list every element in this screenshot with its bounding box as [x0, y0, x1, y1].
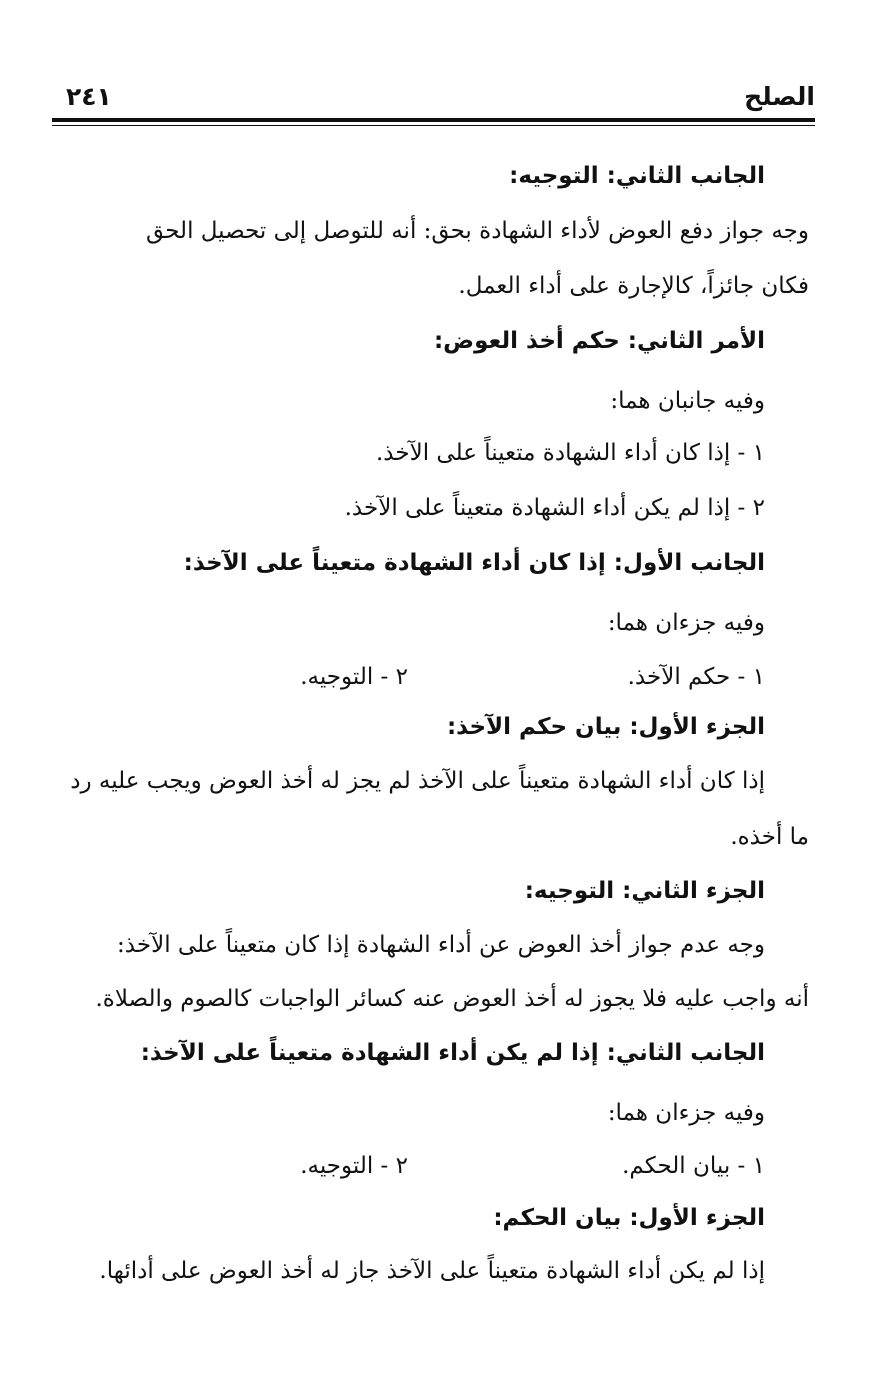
- paragraph-line: وجه جواز دفع العوض لأداء الشهادة بحق: أنه للتوصل إلى تحصيل الحق: [146, 218, 809, 244]
- section-heading: الأمر الثاني: حكم أخذ العوض:: [433, 328, 765, 354]
- page-number: ٢٤١: [66, 82, 112, 111]
- paragraph-line: إذا كان أداء الشهادة متعيناً على الآخذ لم يجز له أخذ العوض ويجب عليه رد: [70, 768, 765, 794]
- paragraph-line: إذا لم يكن أداء الشهادة متعيناً على الآخذ جاز له أخذ العوض على أدائها.: [99, 1258, 765, 1284]
- section-heading: الجانب الأول: إذا كان أداء الشهادة متعيناً على الآخذ:: [183, 550, 765, 576]
- list-item: ١ - بيان الحكم.: [622, 1153, 765, 1179]
- list-item: ١ - إذا كان أداء الشهادة متعيناً على الآخذ.: [375, 440, 765, 466]
- header-rule-thick: [52, 118, 815, 122]
- running-title: الصلح: [744, 82, 815, 111]
- header-rule-thin: [52, 125, 815, 126]
- paragraph-line: وجه عدم جواز أخذ العوض عن أداء الشهادة إذا كان متعيناً على الآخذ:: [117, 932, 765, 958]
- paragraph-line: وفيه جزءان هما:: [607, 610, 765, 636]
- section-heading: الجانب الثاني: التوجيه:: [509, 163, 765, 189]
- paragraph-line: وفيه جانبان هما:: [610, 388, 765, 414]
- paragraph-line: فكان جائزاً، كالإجارة على أداء العمل.: [458, 273, 809, 299]
- section-heading: الجزء الثاني: التوجيه:: [524, 878, 765, 904]
- paragraph-line: وفيه جزءان هما:: [607, 1100, 765, 1126]
- section-heading: الجانب الثاني: إذا لم يكن أداء الشهادة متعيناً على الآخذ:: [140, 1040, 765, 1066]
- list-item: ٢ - التوجيه.: [300, 1153, 408, 1179]
- paragraph-line: أنه واجب عليه فلا يجوز له أخذ العوض عنه كسائر الواجبات كالصوم والصلاة.: [95, 986, 809, 1012]
- list-item: ١ - حكم الآخذ.: [627, 664, 765, 690]
- section-heading: الجزء الأول: بيان الحكم:: [493, 1205, 765, 1231]
- paragraph-line: ما أخذه.: [730, 824, 809, 850]
- list-item: ٢ - التوجيه.: [300, 664, 408, 690]
- list-item: ٢ - إذا لم يكن أداء الشهادة متعيناً على الآخذ.: [344, 495, 765, 521]
- section-heading: الجزء الأول: بيان حكم الآخذ:: [446, 714, 765, 740]
